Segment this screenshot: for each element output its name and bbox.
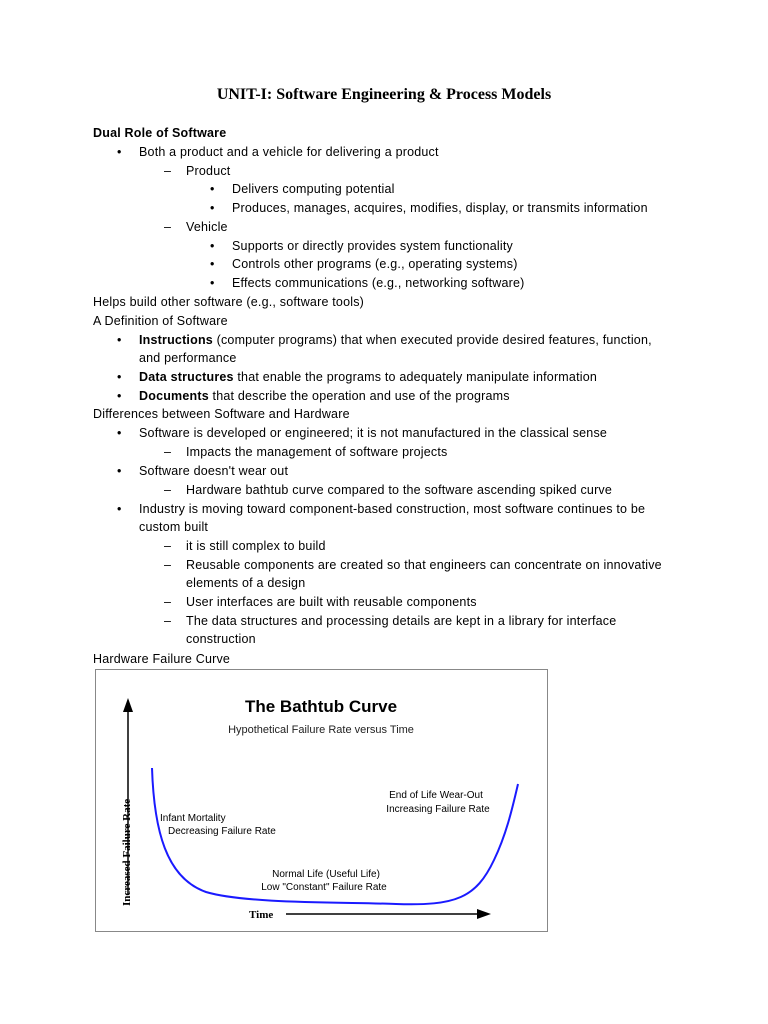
figure-title: The Bathtub Curve [244, 697, 398, 716]
annotation-infant-mortality: Infant Mortality [160, 813, 226, 824]
bullet-marker: • [117, 145, 122, 159]
bullet-marker: • [117, 333, 122, 347]
list-item [139, 331, 652, 350]
dash-marker: – [164, 164, 171, 178]
section-heading-differences: Differences between Software and Hardware [93, 407, 350, 421]
bullet-marker: • [117, 502, 122, 516]
list-item: Software doesn't wear out [139, 464, 289, 478]
dash-marker: – [164, 595, 171, 609]
list-item: The data structures and processing details are kept in a library for interface [186, 614, 617, 628]
term-documents: Documents [139, 389, 209, 403]
list-item: Hardware bathtub curve compared to the software ascending spiked curve [186, 483, 613, 497]
bullet-marker: • [210, 201, 215, 215]
dash-marker: – [164, 483, 171, 497]
dash-marker: – [164, 445, 171, 459]
bullet-marker: • [117, 464, 122, 478]
figure-subtitle: Hypothetical Failure Rate versus Time [228, 724, 414, 736]
list-item: User interfaces are built with reusable components [186, 595, 477, 609]
list-item: Industry is moving toward component-based construction, most software continues to be [139, 502, 646, 516]
paragraph-line: Helps build other software (e.g., software tools) [93, 295, 365, 309]
annotation-constant-rate: Low "Constant" Failure Rate [261, 882, 387, 893]
list-item: Vehicle [186, 220, 228, 234]
y-axis-label: Increased Failure Rate [121, 798, 133, 906]
list-item: Supports or directly provides system functionality [232, 239, 513, 253]
section-heading-definition: A Definition of Software [93, 314, 228, 328]
section-heading-dual-role: Dual Role of Software [93, 126, 227, 140]
annotation-normal-life: Normal Life (Useful Life) [272, 869, 380, 880]
annotation-decreasing-rate: Decreasing Failure Rate [168, 826, 276, 837]
bullet-marker: • [117, 426, 122, 440]
annotation-increasing-rate: Increasing Failure Rate [386, 804, 490, 815]
figure-caption: Hardware Failure Curve [93, 652, 231, 666]
bullet-marker: • [210, 257, 215, 271]
bathtub-curve-figure [95, 669, 548, 932]
dash-marker: – [164, 558, 171, 572]
dash-marker: – [164, 220, 171, 234]
annotation-wear-out: End of Life Wear-Out [389, 790, 483, 801]
list-item: it is still complex to build [186, 539, 326, 553]
document-title: UNIT-I: Software Engineering & Process Models [216, 86, 552, 103]
list-item: Product [186, 164, 231, 178]
term-data-structures: Data structures [139, 370, 234, 384]
bullet-marker: • [117, 370, 122, 384]
list-item: Controls other programs (e.g., operating systems) [232, 257, 518, 271]
term-text: (computer programs) that when executed provide desired features, function, [212, 333, 652, 347]
dash-marker: – [164, 614, 171, 628]
list-item: Produces, manages, acquires, modifies, display, or transmits information [232, 201, 648, 215]
x-axis-arrowhead [477, 909, 491, 919]
y-axis-arrowhead [123, 698, 133, 712]
list-item-continuation: and performance [139, 351, 237, 365]
list-item [139, 387, 510, 406]
x-axis-label: Time [249, 909, 274, 921]
list-item [139, 368, 597, 387]
term-text: that enable the programs to adequately manipulate information [233, 370, 598, 384]
list-item: Both a product and a vehicle for delivering a product [139, 145, 439, 159]
bullet-marker: • [210, 239, 215, 253]
bullet-marker: • [210, 182, 215, 196]
term-text: that describe the operation and use of the programs [208, 389, 510, 403]
list-item: Delivers computing potential [232, 182, 395, 196]
list-item: Reusable components are created so that engineers can concentrate on innovative [186, 558, 662, 572]
bathtub-curve-svg [96, 670, 549, 933]
list-item: Effects communications (e.g., networking software) [232, 276, 525, 290]
bullet-marker: • [210, 276, 215, 290]
dash-marker: – [164, 539, 171, 553]
list-item-continuation: elements of a design [186, 576, 306, 590]
list-item: Impacts the management of software projects [186, 445, 448, 459]
bullet-marker: • [117, 389, 122, 403]
list-item-continuation: construction [186, 632, 256, 646]
list-item-continuation: custom built [139, 520, 209, 534]
term-instructions: Instructions [139, 333, 213, 347]
list-item: Software is developed or engineered; it is not manufactured in the classical sense [139, 426, 608, 440]
